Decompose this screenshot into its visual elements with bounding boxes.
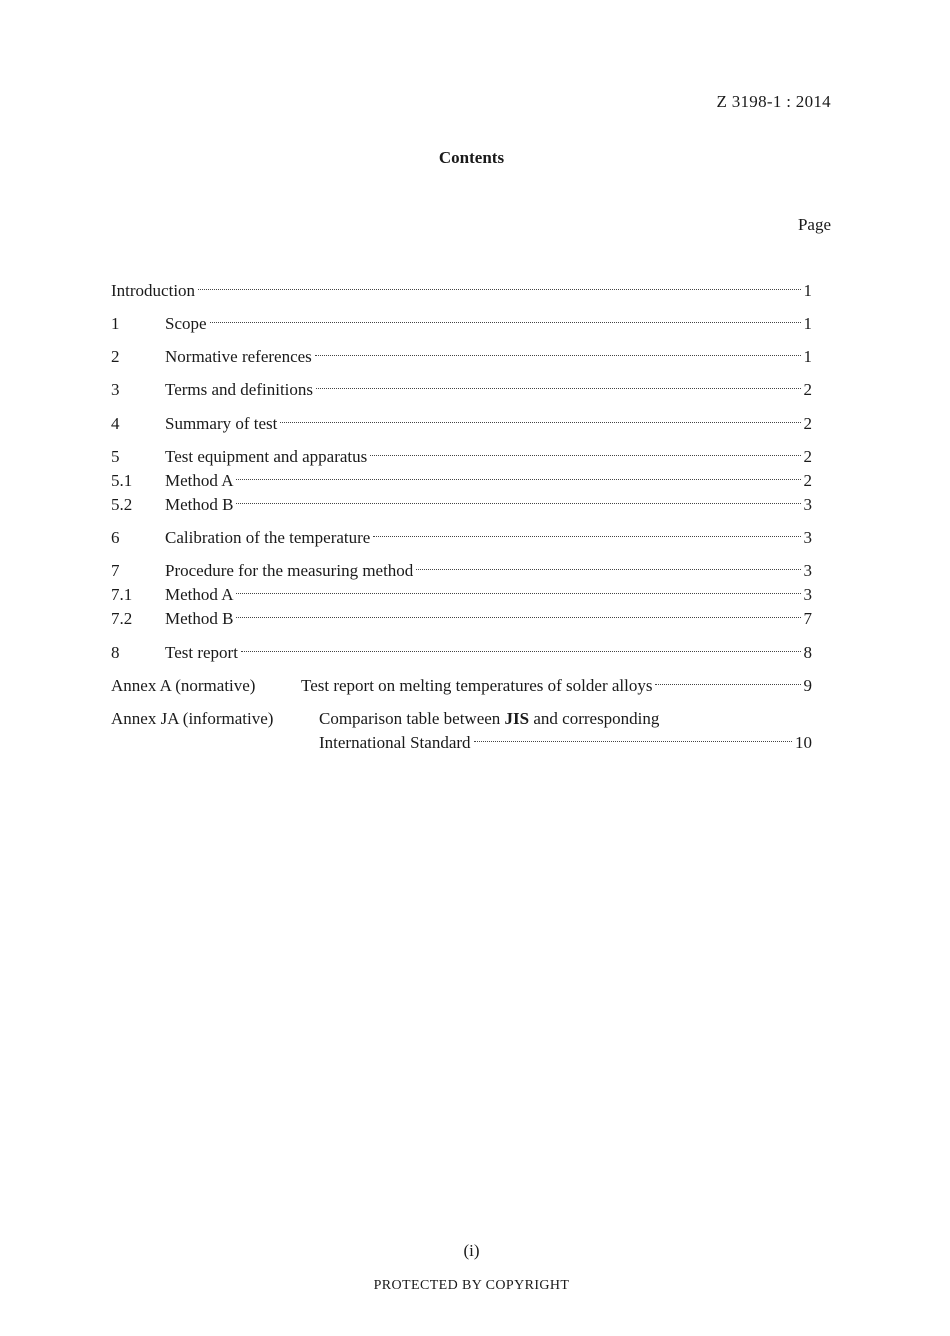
- toc-entry-introduction[interactable]: [111, 280, 812, 302]
- toc-entry-page: 8: [803, 643, 812, 662]
- toc-entry-number: 5: [111, 447, 120, 466]
- annex-a-title: Test report on melting temperatures of solder alloys: [301, 676, 653, 695]
- annex-ja-label: Annex JA (informative): [111, 709, 274, 728]
- annex-ja-title-jis: JIS: [504, 709, 530, 728]
- toc-entry-label: Scope: [165, 314, 207, 333]
- toc-entry-scope[interactable]: [111, 313, 812, 335]
- toc-entry-page: 2: [803, 380, 812, 399]
- annex-ja-title-pre: Comparison table between: [319, 709, 505, 728]
- toc-entry-method-b-7-2[interactable]: [111, 608, 812, 630]
- toc-entry-page: 1: [803, 281, 812, 300]
- toc-entry-page: 1: [803, 314, 812, 333]
- toc-entry-page: 7: [803, 609, 812, 628]
- toc-entry-page: 3: [803, 495, 812, 514]
- dot-leader: [241, 651, 801, 652]
- dot-leader: [280, 422, 800, 423]
- toc-entry-procedure[interactable]: [111, 560, 812, 582]
- toc-entry-annex-ja[interactable]: [111, 708, 659, 730]
- dot-leader: [236, 503, 800, 504]
- toc-entry-number: 7.2: [111, 609, 133, 628]
- annex-ja-title-line2: International Standard: [319, 733, 471, 752]
- toc-entry-number: 7.1: [111, 585, 133, 604]
- dot-leader: [210, 322, 801, 323]
- toc-entry-summary-of-test[interactable]: [111, 413, 812, 435]
- toc-entry-label: Method B: [165, 495, 234, 514]
- toc-entry-number: 6: [111, 528, 120, 547]
- toc-entry-test-equipment[interactable]: [111, 446, 812, 468]
- toc-entry-method-a-5-1[interactable]: [111, 470, 812, 492]
- toc-entry-label: Method A: [165, 471, 234, 490]
- toc-entry-number: 7: [111, 561, 120, 580]
- annex-a-label: Annex A (normative): [111, 676, 256, 695]
- toc-entry-label: Method B: [165, 609, 234, 628]
- toc-entry-label: Introduction: [111, 281, 196, 300]
- toc-entry-label: Method A: [165, 585, 234, 604]
- toc-entry-label: Test report: [165, 643, 238, 662]
- toc-entry-label: Terms and definitions: [165, 380, 314, 399]
- toc-entry-label: Test equipment and apparatus: [165, 447, 368, 466]
- toc-entry-page: 3: [803, 528, 812, 547]
- toc-entry-number: 3: [111, 380, 120, 399]
- dot-leader: [370, 455, 800, 456]
- dot-leader: [236, 593, 800, 594]
- document-id: Z 3198-1 : 2014: [716, 92, 831, 111]
- toc-entry-number: 5.1: [111, 471, 133, 490]
- toc-entry-number: 1: [111, 314, 120, 333]
- dot-leader: [373, 536, 800, 537]
- copyright-notice: PROTECTED BY COPYRIGHT: [373, 1278, 570, 1293]
- toc-entry-page: 2: [803, 447, 812, 466]
- toc-entry-page: 3: [803, 585, 812, 604]
- dot-leader: [416, 569, 800, 570]
- annex-ja-title-line1: [319, 708, 659, 730]
- toc-entry-method-a-7-1[interactable]: [111, 584, 812, 606]
- dot-leader: [474, 741, 792, 742]
- toc-entry-annex-a[interactable]: [111, 675, 812, 697]
- toc-entry-normative-references[interactable]: [111, 346, 812, 368]
- toc-entry-page: 1: [803, 347, 812, 366]
- dot-leader: [316, 388, 800, 389]
- toc-entry-label: Procedure for the measuring method: [165, 561, 414, 580]
- annex-ja-title-post: and corresponding: [529, 709, 660, 728]
- annex-ja-continuation[interactable]: [319, 732, 812, 754]
- toc-entry-number: 5.2: [111, 495, 133, 514]
- toc-entry-number: 4: [111, 414, 120, 433]
- toc-entry-label: Normative references: [165, 347, 312, 366]
- toc-entry-test-report[interactable]: [111, 642, 812, 664]
- dot-leader: [236, 479, 800, 480]
- toc-entry-label: Summary of test: [165, 414, 278, 433]
- toc-entry-number: 2: [111, 347, 120, 366]
- dot-leader: [198, 289, 800, 290]
- page-column-label: Page: [797, 215, 831, 234]
- toc-entry-method-b-5-2[interactable]: [111, 494, 812, 516]
- toc-entry-calibration[interactable]: [111, 527, 812, 549]
- dot-leader: [236, 617, 800, 618]
- annex-ja-page: 10: [795, 733, 812, 752]
- dot-leader: [315, 355, 801, 356]
- annex-a-page: 9: [803, 676, 812, 695]
- toc-entry-number: 8: [111, 643, 120, 662]
- dot-leader: [655, 684, 800, 685]
- toc-entry-page: 3: [803, 561, 812, 580]
- page-number: (i): [463, 1241, 480, 1260]
- toc-entry-page: 2: [803, 414, 812, 433]
- toc-entry-page: 2: [803, 471, 812, 490]
- toc-entry-label: Calibration of the temperature: [165, 528, 371, 547]
- contents-heading: Contents: [438, 148, 505, 167]
- toc-entry-terms-and-definitions[interactable]: [111, 379, 812, 401]
